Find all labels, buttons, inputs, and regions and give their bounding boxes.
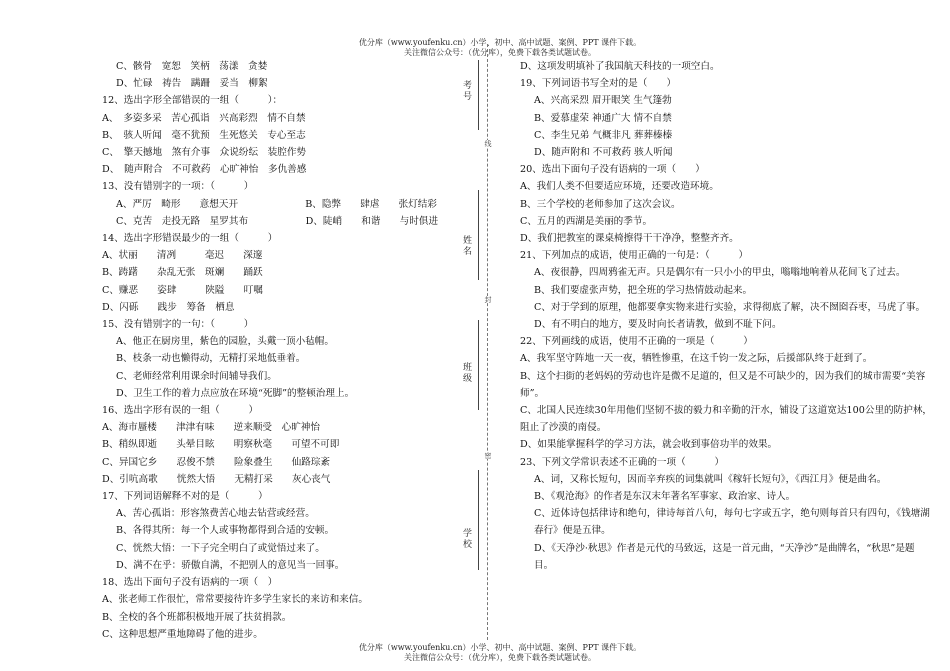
- class-label: 班级: [461, 362, 471, 384]
- option-line: D、我们把教室的课桌椅擦得干干净净，整整齐齐。: [520, 233, 739, 245]
- option-line: D、闪砾 践步 筹备 栖息: [102, 301, 235, 313]
- option-line: C、恍然大悟：一下子完全明白了或觉悟过来了。: [116, 542, 325, 554]
- option-line: A、海市蜃楼 津津有味 逆来顺受 心旷神怡: [102, 422, 320, 434]
- option-line: B、全校的各个班都积极地开展了扶贫捐款。: [102, 611, 292, 623]
- option-line: A、严厉 畸形 意想天开 B、隐弊 肆虐 张灯结彩: [116, 198, 437, 210]
- question-12: 12、选出字形全部错误的一组（ ）：: [102, 95, 283, 107]
- option-line: B、稍纵即逝 头晕目眩 明察秋毫 可望不可即: [102, 439, 340, 451]
- option-line: B、 骇人听闻 毫不犹预 生死悠关 专心至志: [102, 129, 306, 141]
- option-line: B、我们要虚张声势，把全班的学习热情鼓动起来。: [534, 284, 753, 296]
- right-column: [520, 58, 932, 574]
- question-17: 17、下列词语解释不对的是（ ）: [102, 491, 268, 503]
- question-21: 21、下列加点的成语，使用正确的一句是：（ ）: [520, 250, 749, 262]
- school-label: 学校: [461, 528, 471, 550]
- option-line: C、异国它乡 忍俊不禁 险象叠生 仙路琮紊: [102, 456, 330, 468]
- page-footer: [300, 643, 700, 663]
- option-line: C、骸骨 宽恕 笑柄 荡漾 贪婪: [116, 61, 268, 72]
- option-line: C、老师经常利用课余时间辅导我们。: [116, 370, 277, 382]
- option-paragraph: A、夜很静，四周鸦雀无声。只是偶尔有一只小小的甲虫，嗡嗡地响着从花间飞了过去。: [534, 267, 906, 279]
- option-line: D、 随声附合 不可救药 心旷神怡 多仇善感: [102, 164, 307, 176]
- option-line: C、赚恶 姿肆 陕隘 叮嘱: [102, 284, 263, 296]
- option-line: B、枝条一动也懒得动，无精打采地低垂着。: [116, 353, 306, 365]
- option-line: C、李生兄弟 气概非凡 葬葬榛榛: [534, 129, 673, 141]
- option-paragraph: C、近体诗包括律诗和绝句，律诗每首八句，每句七字或五字，绝句则每首只有四句，《钱塘湖春行》便是五律。: [534, 508, 930, 537]
- option-line: B、踌躇 杂乱无张 斑斓 踊跃: [102, 267, 263, 279]
- option-line: B、三个学校的老师参加了这次会议。: [520, 198, 681, 210]
- binding-mark-seal: 封: [484, 296, 492, 303]
- question-15: 15、没有错别字的一句：（ ）: [102, 319, 254, 331]
- option-line: D、随声附和 不可救药 骇人听闻: [534, 147, 673, 159]
- option-paragraph: A、词，又称长短句，因而辛弃疾的词集就叫《稼轩长短句》，《西江月》便是曲名。: [534, 473, 887, 485]
- question-23: 23、下列文学常识表述不正确的一项（ ）: [520, 456, 725, 468]
- option-line: A、张老师工作很忙，常常要接待许多学生家长的来访和来信。: [102, 594, 368, 606]
- option-line: C、这种思想严重地障碍了他的进步。: [102, 628, 263, 640]
- question-14: 14、选出字形错误最少的一组（ ）: [102, 233, 278, 245]
- option-line: D、引吭高歌 恍然大悟 无精打采 灰心丧气: [102, 473, 331, 485]
- binding-dashed-line: [487, 44, 488, 640]
- option-line: C、五月的西湖是美丽的季节。: [520, 215, 653, 227]
- footer-line-2: 关注微信公众号：（优分库），免费下载各类试题试卷。: [404, 653, 596, 662]
- option-paragraph: C、北国人民连续30年用他们坚韧不拔的毅力和辛勤的汗水，铺设了这道宽达100公里的防护林，阻止了沙漠的南侵。: [520, 405, 933, 434]
- option-paragraph: B、这个扫街的老妈妈的劳动也许是微不足道的，但又是不可缺少的，因为我们的城市需要“美容师”。: [520, 370, 926, 399]
- left-column: [102, 58, 482, 643]
- question-18: 18、选出下面句子没有语病的一项（ ）: [102, 577, 278, 589]
- option-line: D、这项发明填补了我国航天科技的一项空白。: [520, 61, 720, 72]
- option-line: D、忙碌 祷告 蹒跚 妥当 柳絮: [116, 78, 268, 90]
- option-line: A、他正在厨房里，紫色的园脸，头戴一顶小毡帽。: [116, 336, 334, 348]
- option-line: C、克苦 走投无路 星罗其布 D、陡峭 和谐 与时俱进: [116, 215, 439, 227]
- binding-mark-line: 线: [484, 140, 492, 147]
- name-label: 姓名: [461, 235, 471, 257]
- question-20: 20、选出下面句子没有语病的一项（ ）: [520, 164, 705, 176]
- option-line: A、兴高采烈 眉开眼笑 生气篷勃: [534, 95, 672, 107]
- option-line: A、我们人类不但要适应环境，还要改造环境。: [520, 181, 719, 193]
- question-19: 19、下列词语书写全对的是（ ）: [520, 78, 677, 90]
- option-line: A、苦心孤诣：形容煞费苦心地去钻营或经营。: [116, 508, 315, 520]
- option-line: D、满不在乎：骄傲自满，不把别人的意见当一回事。: [116, 559, 345, 571]
- header-line-1: 优分库（www.youfenku.cn）小学、初中、高中试题、案例、PPT 课件下载。: [358, 38, 642, 47]
- question-22: 22、下列画线的成语，使用不正确的一项是（ ）: [520, 336, 753, 348]
- question-16: 16、选出字形有误的一组（ ）: [102, 405, 259, 417]
- option-line: B、爱慕虚荣 神通广大 情不自禁: [534, 112, 672, 124]
- option-paragraph: D、如果能掌握科学的学习方法，就会收到事倍功半的效果。: [520, 439, 778, 451]
- option-line: A、状丽 清冽 毫迟 深邃: [102, 250, 263, 262]
- option-line: B、各得其所：每一个人或事物都得到合适的安顿。: [116, 525, 335, 537]
- option-paragraph: D、《天净沙·秋思》作者是元代的马致远，这是一首元曲，“天净沙”是曲牌名，“秋思”是题目。: [534, 542, 915, 571]
- option-paragraph: A、我军坚守阵地一天一夜，牺牲惨重，在这千钧一发之际，后援部队终于赶到了。: [520, 353, 873, 365]
- binding-mark-secret: 密: [484, 452, 492, 459]
- page-header: [300, 38, 700, 58]
- header-line-2: 关注微信公众号：（优分库），免费下载各类试题试卷。: [404, 48, 596, 57]
- option-line: D、有不明白的地方，要及时向长者请教，做到不耻下问。: [534, 319, 782, 331]
- option-paragraph: C、对于学到的原理，他都要拿实物来进行实验，求得彻底了解，决不囫囵吞枣，马虎了事。: [534, 301, 926, 313]
- option-line: D、卫生工作的着力点应放在环境“死脚”的整顿治理上。: [116, 387, 355, 399]
- question-13: 13、没有错别字的一项：（ ）: [102, 181, 254, 193]
- exam-no-label: 考号: [461, 80, 471, 102]
- option-line: B、《观沧海》的作者是东汉末年著名军事家、政治家、诗人。: [534, 491, 796, 503]
- option-line: C、 擎天撼地 煞有介事 众说纷纭 装腔作势: [102, 147, 307, 159]
- option-line: A、 多姿多采 苦心孤诣 兴高彩烈 情不自禁: [102, 112, 306, 124]
- footer-line-1: 优分库（www.youfenku.cn）小学、初中、高中试题、案例、PPT 课件下载。: [358, 643, 642, 652]
